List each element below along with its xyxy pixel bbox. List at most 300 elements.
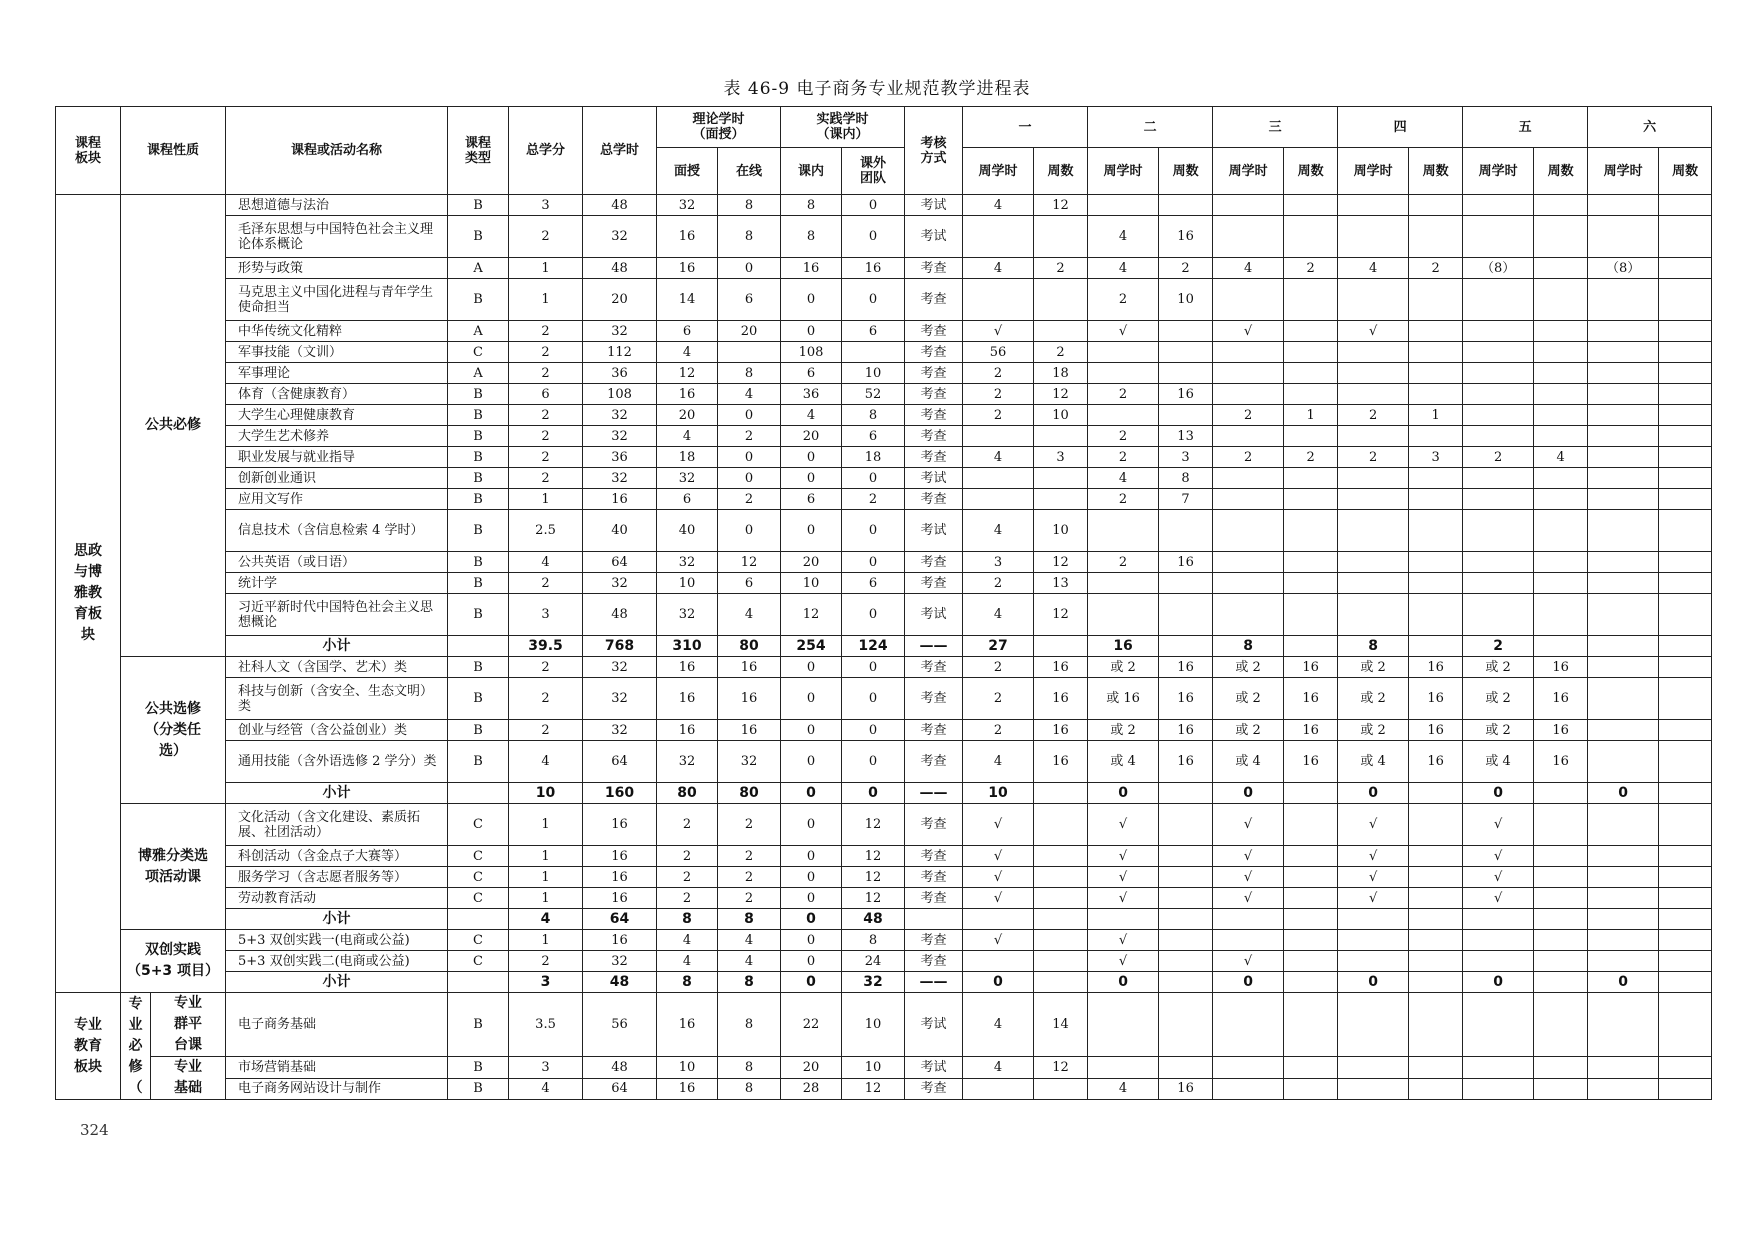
table-cell: 0 xyxy=(781,678,842,720)
table-cell: 2 xyxy=(1034,258,1088,279)
table-cell: 2 xyxy=(1159,258,1213,279)
table-cell: 2 xyxy=(509,720,583,741)
table-cell xyxy=(1213,363,1284,384)
table-cell: 考查 xyxy=(905,867,963,888)
header-theory-face: 面授 xyxy=(657,148,718,195)
table-cell: 10 xyxy=(842,1057,905,1079)
table-cell: 12 xyxy=(781,594,842,636)
table-cell xyxy=(1159,909,1213,930)
table-cell: 10 xyxy=(1034,405,1088,426)
table-cell xyxy=(1409,909,1463,930)
table-cell xyxy=(1409,867,1463,888)
table-cell xyxy=(963,1078,1034,1100)
table-cell: 10 xyxy=(781,573,842,594)
table-cell xyxy=(1034,888,1088,909)
table-cell: 考查 xyxy=(905,489,963,510)
table-cell: 考试 xyxy=(905,468,963,489)
table-cell: √ xyxy=(1463,888,1534,909)
table-cell: 4 xyxy=(1213,258,1284,279)
table-cell xyxy=(1213,909,1284,930)
table-cell: 2 xyxy=(509,951,583,972)
table-cell: 32 xyxy=(583,216,657,258)
table-row xyxy=(56,720,1712,741)
table-cell: 28 xyxy=(781,1078,842,1100)
table-cell xyxy=(1213,510,1284,552)
table-cell: 0 xyxy=(842,783,905,804)
course-name: 习近平新时代中国特色社会主义思想概论 xyxy=(226,594,448,636)
table-cell xyxy=(1088,594,1159,636)
course-name: 职业发展与就业指导 xyxy=(226,447,448,468)
table-cell: 0 xyxy=(1588,972,1659,993)
table-cell: 考查 xyxy=(905,447,963,468)
table-cell xyxy=(1409,804,1463,846)
table-cell: 10 xyxy=(1034,510,1088,552)
table-cell xyxy=(1463,363,1534,384)
course-name: 科创活动（含金点子大赛等） xyxy=(226,846,448,867)
table-cell: 8 xyxy=(1338,636,1409,657)
table-cell: 2 xyxy=(509,447,583,468)
table-cell: 0 xyxy=(1088,972,1159,993)
table-cell: 2 xyxy=(1213,447,1284,468)
table-cell xyxy=(1159,342,1213,363)
table-cell xyxy=(1159,594,1213,636)
table-cell: 254 xyxy=(781,636,842,657)
table-cell xyxy=(1534,468,1588,489)
table-cell: 2 xyxy=(1338,447,1409,468)
table-cell xyxy=(1659,258,1712,279)
table-cell xyxy=(1588,909,1659,930)
table-cell xyxy=(1284,951,1338,972)
table-cell: 16 xyxy=(657,993,718,1057)
table-row xyxy=(56,678,1712,720)
table-cell: 8 xyxy=(718,909,781,930)
table-cell xyxy=(1409,384,1463,405)
course-name: 中华传统文化精粹 xyxy=(226,321,448,342)
table-cell: 0 xyxy=(781,972,842,993)
table-cell: 4 xyxy=(657,426,718,447)
table-cell xyxy=(1213,930,1284,951)
table-cell xyxy=(1534,888,1588,909)
table-cell: 4 xyxy=(1088,1078,1159,1100)
table-cell: 16 xyxy=(657,216,718,258)
table-cell xyxy=(1213,552,1284,573)
table-cell: 10 xyxy=(842,363,905,384)
table-cell: 39.5 xyxy=(509,636,583,657)
group-basic: 专业 基础 xyxy=(151,1057,226,1100)
table-cell: √ xyxy=(1338,867,1409,888)
table-cell: 考查 xyxy=(905,552,963,573)
table-row xyxy=(56,930,1712,951)
table-cell: 2 xyxy=(509,216,583,258)
header-weekly: 周学时 xyxy=(1463,148,1534,195)
table-cell: 6 xyxy=(781,489,842,510)
table-row xyxy=(56,573,1712,594)
table-cell: 10 xyxy=(509,783,583,804)
header-sem3: 三 xyxy=(1213,107,1338,148)
table-cell: 考试 xyxy=(905,216,963,258)
table-cell: 0 xyxy=(781,279,842,321)
course-name: 电子商务基础 xyxy=(226,993,448,1057)
table-cell: 12 xyxy=(1034,594,1088,636)
course-name: 军事技能（文训） xyxy=(226,342,448,363)
table-cell xyxy=(1338,279,1409,321)
table-cell: C xyxy=(448,888,509,909)
table-cell xyxy=(1534,846,1588,867)
table-cell: 13 xyxy=(1034,573,1088,594)
table-cell: 3 xyxy=(509,594,583,636)
table-cell: √ xyxy=(1338,846,1409,867)
table-cell: 4 xyxy=(509,1078,583,1100)
table-cell: 32 xyxy=(657,594,718,636)
table-row xyxy=(56,279,1712,321)
table-cell xyxy=(1213,489,1284,510)
table-cell xyxy=(1159,972,1213,993)
table-cell: 0 xyxy=(842,468,905,489)
table-cell xyxy=(1659,930,1712,951)
table-cell: 16 xyxy=(1159,720,1213,741)
table-cell: 64 xyxy=(583,1078,657,1100)
table-cell xyxy=(963,489,1034,510)
table-cell: 8 xyxy=(718,1078,781,1100)
table-cell: B xyxy=(448,195,509,216)
table-cell xyxy=(1659,678,1712,720)
table-cell: 8 xyxy=(657,972,718,993)
table-cell xyxy=(1338,468,1409,489)
table-cell: 124 xyxy=(842,636,905,657)
table-cell xyxy=(905,909,963,930)
header-practice-in: 课内 xyxy=(781,148,842,195)
table-cell: 12 xyxy=(1034,384,1088,405)
table-cell: 6 xyxy=(509,384,583,405)
table-cell: 14 xyxy=(657,279,718,321)
table-row xyxy=(56,321,1712,342)
table-cell: 12 xyxy=(842,804,905,846)
table-cell: 2 xyxy=(963,573,1034,594)
table-cell xyxy=(1534,636,1588,657)
table-cell xyxy=(1284,804,1338,846)
table-cell: 2 xyxy=(1088,279,1159,321)
table-cell: 2 xyxy=(1213,405,1284,426)
table-cell: 8 xyxy=(718,1057,781,1079)
table-row xyxy=(56,657,1712,678)
table-cell: 0 xyxy=(1338,783,1409,804)
table-cell: 1 xyxy=(509,888,583,909)
table-cell: 0 xyxy=(781,867,842,888)
table-cell: 32 xyxy=(583,657,657,678)
table-cell: √ xyxy=(1088,846,1159,867)
table-cell: 考查 xyxy=(905,804,963,846)
table-cell xyxy=(1159,930,1213,951)
table-cell xyxy=(1588,678,1659,720)
table-cell: 80 xyxy=(718,783,781,804)
table-cell: 或 4 xyxy=(1213,741,1284,783)
table-cell: 16 xyxy=(1088,636,1159,657)
table-cell xyxy=(1213,384,1284,405)
header-weekly: 周学时 xyxy=(963,148,1034,195)
table-cell xyxy=(1338,594,1409,636)
table-cell xyxy=(1338,1078,1409,1100)
table-cell: 32 xyxy=(583,468,657,489)
table-cell: 4 xyxy=(657,342,718,363)
table-cell xyxy=(1534,405,1588,426)
table-cell xyxy=(1463,930,1534,951)
course-name: 通用技能（含外语选修 2 学分）类 xyxy=(226,741,448,783)
table-row xyxy=(56,1057,1712,1079)
header-weekly: 周学时 xyxy=(1213,148,1284,195)
table-cell xyxy=(1284,783,1338,804)
table-cell: 2 xyxy=(509,468,583,489)
table-cell xyxy=(1284,573,1338,594)
table-cell: 8 xyxy=(718,993,781,1057)
course-name: 服务学习（含志愿者服务等） xyxy=(226,867,448,888)
table-cell xyxy=(1659,405,1712,426)
table-row xyxy=(56,363,1712,384)
group-block1: 思政 与博 雅教 育板 块 xyxy=(56,195,121,993)
table-cell: 16 xyxy=(1284,741,1338,783)
table-cell: 32 xyxy=(583,951,657,972)
table-row xyxy=(56,216,1712,258)
table-cell: 12 xyxy=(1034,552,1088,573)
table-cell: 0 xyxy=(1463,972,1534,993)
table-cell xyxy=(1409,321,1463,342)
table-cell: 0 xyxy=(1338,972,1409,993)
table-cell xyxy=(1588,720,1659,741)
subtotal-label: 小计 xyxy=(226,636,448,657)
table-cell: 0 xyxy=(781,846,842,867)
table-cell xyxy=(1409,489,1463,510)
table-cell: 48 xyxy=(583,258,657,279)
table-cell xyxy=(1463,594,1534,636)
table-cell: 或 2 xyxy=(1463,720,1534,741)
course-name: 应用文写作 xyxy=(226,489,448,510)
table-cell xyxy=(1338,1057,1409,1079)
table-cell: 2 xyxy=(963,678,1034,720)
table-cell: 20 xyxy=(657,405,718,426)
table-cell: 8 xyxy=(1159,468,1213,489)
table-cell xyxy=(1534,972,1588,993)
table-cell: 4 xyxy=(781,405,842,426)
table-cell xyxy=(1409,1078,1463,1100)
table-cell: 0 xyxy=(842,594,905,636)
table-cell: 考查 xyxy=(905,846,963,867)
table-cell xyxy=(1213,426,1284,447)
table-cell: 2 xyxy=(509,678,583,720)
table-cell xyxy=(1659,552,1712,573)
table-cell: 16 xyxy=(1034,678,1088,720)
table-cell xyxy=(718,342,781,363)
group-major-required: 专 业 必 修 （ xyxy=(121,993,151,1100)
table-cell xyxy=(1409,888,1463,909)
table-cell xyxy=(963,909,1034,930)
table-cell xyxy=(1588,321,1659,342)
table-cell: 4 xyxy=(718,930,781,951)
table-cell: √ xyxy=(963,888,1034,909)
table-cell xyxy=(1338,195,1409,216)
table-cell: 1 xyxy=(1284,405,1338,426)
table-cell xyxy=(1284,216,1338,258)
table-cell xyxy=(1159,405,1213,426)
table-cell xyxy=(1409,783,1463,804)
header-weeks: 周数 xyxy=(1534,148,1588,195)
header-weeks: 周数 xyxy=(1659,148,1712,195)
table-cell xyxy=(1284,552,1338,573)
table-cell: 13 xyxy=(1159,426,1213,447)
table-cell: 10 xyxy=(842,993,905,1057)
table-cell: B xyxy=(448,384,509,405)
table-cell: 310 xyxy=(657,636,718,657)
header-block: 课程 板块 xyxy=(56,107,121,195)
header-credits: 总学分 xyxy=(509,107,583,195)
table-cell: 2 xyxy=(1338,405,1409,426)
table-cell: 32 xyxy=(583,678,657,720)
table-cell: 32 xyxy=(583,321,657,342)
table-cell: 12 xyxy=(842,1078,905,1100)
table-row xyxy=(56,384,1712,405)
table-cell: 2 xyxy=(1088,489,1159,510)
table-cell: 或 4 xyxy=(1463,741,1534,783)
table-cell xyxy=(1284,195,1338,216)
table-cell xyxy=(448,783,509,804)
table-cell xyxy=(1159,846,1213,867)
table-cell: C xyxy=(448,804,509,846)
table-cell xyxy=(1659,594,1712,636)
table-cell: 8 xyxy=(781,195,842,216)
table-cell: √ xyxy=(1213,321,1284,342)
table-cell: 6 xyxy=(781,363,842,384)
table-cell xyxy=(1659,846,1712,867)
table-cell xyxy=(1159,195,1213,216)
table-cell xyxy=(1588,657,1659,678)
table-cell xyxy=(1409,426,1463,447)
course-name: 信息技术（含信息检索 4 学时） xyxy=(226,510,448,552)
table-cell xyxy=(1659,384,1712,405)
table-cell: （8） xyxy=(1588,258,1659,279)
course-name: 军事理论 xyxy=(226,363,448,384)
table-cell xyxy=(1409,279,1463,321)
table-cell: 4 xyxy=(509,741,583,783)
table-cell xyxy=(963,951,1034,972)
table-cell xyxy=(1409,573,1463,594)
table-cell xyxy=(1088,909,1159,930)
table-cell: 考查 xyxy=(905,930,963,951)
course-name: 5+3 双创实践一(电商或公益) xyxy=(226,930,448,951)
header-assess: 考核 方式 xyxy=(905,107,963,195)
table-cell: 4 xyxy=(1088,258,1159,279)
table-cell xyxy=(1463,468,1534,489)
table-cell: 或 2 xyxy=(1088,720,1159,741)
table-cell: 2 xyxy=(1284,447,1338,468)
table-cell xyxy=(1588,1057,1659,1079)
table-cell: √ xyxy=(1088,930,1159,951)
table-cell: √ xyxy=(1088,321,1159,342)
table-cell: 或 2 xyxy=(1338,657,1409,678)
table-cell xyxy=(1659,888,1712,909)
table-cell: 40 xyxy=(583,510,657,552)
table-cell: 3 xyxy=(1034,447,1088,468)
table-cell xyxy=(1088,195,1159,216)
table-cell xyxy=(1338,573,1409,594)
table-cell: 2 xyxy=(718,489,781,510)
header-sem5: 五 xyxy=(1463,107,1588,148)
table-row xyxy=(56,594,1712,636)
table-cell xyxy=(1534,426,1588,447)
table-cell: —— xyxy=(905,972,963,993)
table-cell: B xyxy=(448,426,509,447)
course-name: 大学生心理健康教育 xyxy=(226,405,448,426)
table-cell: 32 xyxy=(657,552,718,573)
table-cell xyxy=(1463,1057,1534,1079)
group-platform: 专业 群平 台课 xyxy=(151,993,226,1057)
table-cell: 考试 xyxy=(905,195,963,216)
table-cell xyxy=(1159,1057,1213,1079)
table-cell: 32 xyxy=(583,405,657,426)
table-cell: 20 xyxy=(781,1057,842,1079)
table-cell: 1 xyxy=(509,279,583,321)
table-cell xyxy=(1409,972,1463,993)
table-cell xyxy=(1159,321,1213,342)
table-cell: 考查 xyxy=(905,888,963,909)
table-cell: 16 xyxy=(657,678,718,720)
table-cell: 1 xyxy=(509,846,583,867)
table-cell: C xyxy=(448,930,509,951)
table-cell xyxy=(1284,972,1338,993)
table-cell: 0 xyxy=(842,216,905,258)
course-name: 电子商务网站设计与制作 xyxy=(226,1078,448,1100)
table-cell xyxy=(1088,342,1159,363)
table-cell xyxy=(1213,1078,1284,1100)
header-theory-online: 在线 xyxy=(718,148,781,195)
table-cell: √ xyxy=(1088,951,1159,972)
table-cell: 或 4 xyxy=(1338,741,1409,783)
header-weeks: 周数 xyxy=(1159,148,1213,195)
course-name: 文化活动（含文化建设、素质拓展、社团活动） xyxy=(226,804,448,846)
table-cell xyxy=(1034,804,1088,846)
table-cell: 16 xyxy=(1409,657,1463,678)
table-cell xyxy=(1338,909,1409,930)
table-cell xyxy=(1463,909,1534,930)
table-cell xyxy=(1534,552,1588,573)
table-cell xyxy=(1213,195,1284,216)
table-cell xyxy=(1034,846,1088,867)
table-cell xyxy=(1034,930,1088,951)
table-cell: 18 xyxy=(1034,363,1088,384)
table-cell: 0 xyxy=(781,804,842,846)
course-name: 科技与创新（含安全、生态文明）类 xyxy=(226,678,448,720)
table-cell: 2 xyxy=(657,804,718,846)
table-cell: 8 xyxy=(842,405,905,426)
table-cell: 0 xyxy=(842,195,905,216)
table-cell: 2 xyxy=(509,363,583,384)
table-cell: 4 xyxy=(509,552,583,573)
table-cell xyxy=(1659,510,1712,552)
table-cell: B xyxy=(448,489,509,510)
course-name: 体育（含健康教育） xyxy=(226,384,448,405)
subtotal-label: 小计 xyxy=(226,972,448,993)
table-cell: 20 xyxy=(781,552,842,573)
table-cell: 2 xyxy=(963,657,1034,678)
table-cell xyxy=(1534,279,1588,321)
table-row xyxy=(56,1078,1712,1100)
table-cell: 32 xyxy=(842,972,905,993)
table-cell xyxy=(1159,951,1213,972)
table-row xyxy=(56,426,1712,447)
table-cell: 10 xyxy=(1159,279,1213,321)
table-cell: 16 xyxy=(842,258,905,279)
table-cell: 4 xyxy=(1534,447,1588,468)
header-theory: 理论学时 （面授） xyxy=(657,107,781,148)
table-cell: 12 xyxy=(842,846,905,867)
table-row xyxy=(56,741,1712,783)
